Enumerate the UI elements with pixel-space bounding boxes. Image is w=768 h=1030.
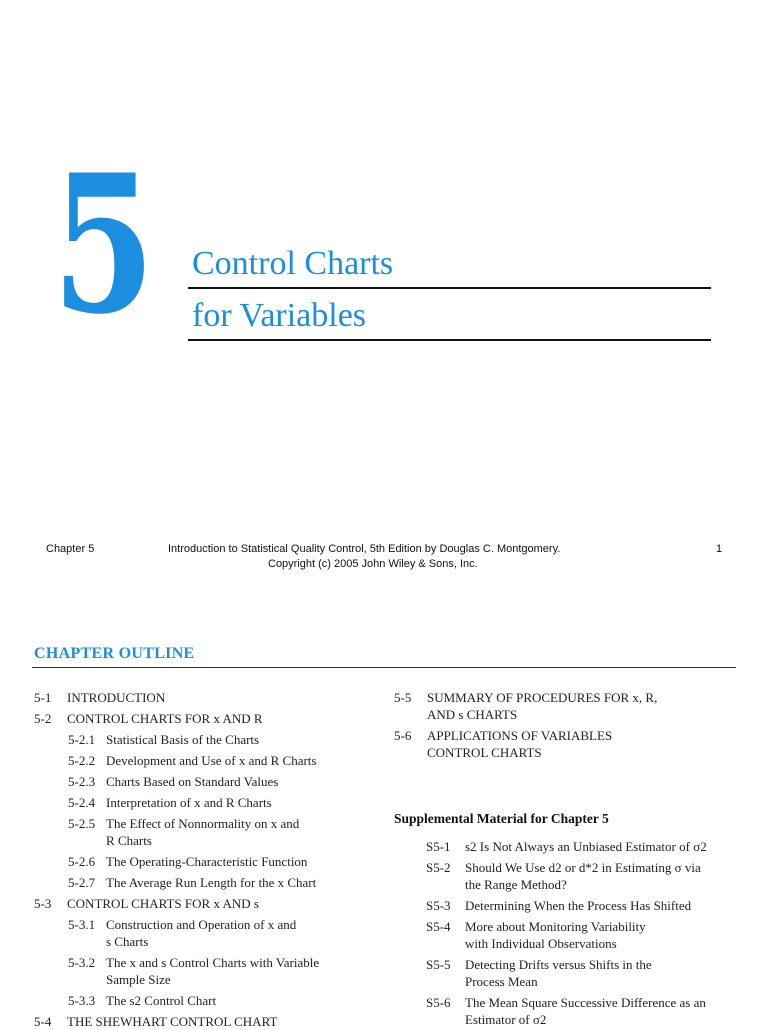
outline-heading: CHAPTER OUTLINE xyxy=(34,645,195,662)
outline-rule xyxy=(32,667,736,668)
item-text: Sample Size xyxy=(106,972,171,987)
item-number: 5-3.3 xyxy=(68,993,96,1008)
item-number: S5-2 xyxy=(426,860,451,875)
item-text: The Mean Square Successive Difference as an xyxy=(465,995,706,1010)
item-text: R Charts xyxy=(106,833,152,848)
item-text: CONTROL CHARTS xyxy=(427,745,542,760)
item-number: 5-2 xyxy=(34,711,52,726)
item-number: S5-6 xyxy=(426,995,451,1010)
title-rule-top xyxy=(188,287,711,289)
item-text: The Average Run Length for the x Chart xyxy=(106,875,317,890)
item-text: Process Mean xyxy=(465,974,538,989)
item-text: Construction and Operation of x and xyxy=(106,917,297,932)
item-text: Estimator of σ2 xyxy=(465,1012,547,1027)
title-rule-bottom xyxy=(188,339,711,341)
item-text: Development and Use of x and R Charts xyxy=(106,753,317,768)
item-text: CONTROL CHARTS FOR x AND s xyxy=(67,896,259,911)
item-text: Interpretation of x and R Charts xyxy=(106,795,272,810)
item-text: Should We Use d2 or d*2 in Estimating σ via xyxy=(465,860,701,875)
item-number: 5-4 xyxy=(34,1014,52,1029)
item-text: The x and s Control Charts with Variable xyxy=(106,955,320,970)
item-number: 5-2.7 xyxy=(68,875,96,890)
item-text: s Charts xyxy=(106,934,149,949)
item-text: CONTROL CHARTS FOR x AND R xyxy=(67,711,263,726)
item-number: 5-5 xyxy=(394,690,412,705)
item-number: 5-3 xyxy=(34,896,52,911)
item-text: The Effect of Nonnormality on x and xyxy=(106,816,300,831)
item-text: s2 Is Not Always an Unbiased Estimator of σ2 xyxy=(465,839,707,854)
footer-page-number: 1 xyxy=(716,543,723,555)
item-number: 5-6 xyxy=(394,728,412,743)
chapter-title-line1: Control Charts xyxy=(192,245,394,282)
item-text: More about Monitoring Variability xyxy=(465,919,646,934)
item-number: 5-2.3 xyxy=(68,774,96,789)
item-text: APPLICATIONS OF VARIABLES xyxy=(427,728,613,743)
item-text: SUMMARY OF PROCEDURES FOR x, R, xyxy=(427,690,658,705)
item-number: 5-2.5 xyxy=(68,816,96,831)
item-text: Statistical Basis of the Charts xyxy=(106,732,260,747)
supplemental-heading: Supplemental Material for Chapter 5 xyxy=(394,811,609,826)
chapter-title-line2: for Variables xyxy=(192,297,367,334)
item-number: S5-5 xyxy=(426,957,451,972)
item-number: S5-3 xyxy=(426,898,451,913)
chapter-number: 5 xyxy=(52,133,156,356)
item-text: The Operating-Characteristic Function xyxy=(106,854,308,869)
item-number: 5-2.4 xyxy=(68,795,96,810)
item-number: S5-1 xyxy=(426,839,451,854)
item-number: S5-4 xyxy=(426,919,451,934)
item-text: Detecting Drifts versus Shifts in the xyxy=(465,957,652,972)
footer-chapter: Chapter 5 xyxy=(46,543,95,555)
item-text: with Individual Observations xyxy=(465,936,617,951)
item-text: AND s CHARTS xyxy=(427,707,518,722)
item-number: 5-1 xyxy=(34,690,52,705)
item-text: Charts Based on Standard Values xyxy=(106,774,279,789)
footer-copyright: Copyright (c) 2005 John Wiley & Sons, Inc. xyxy=(268,558,478,570)
footer-book: Introduction to Statistical Quality Control, 5th Edition by Douglas C. Montgomery. xyxy=(168,543,561,555)
item-text: The s2 Control Chart xyxy=(106,993,217,1008)
item-number: 5-2.2 xyxy=(68,753,96,768)
item-number: 5-3.1 xyxy=(68,917,96,932)
item-text: Determining When the Process Has Shifted xyxy=(465,898,692,913)
item-number: 5-3.2 xyxy=(68,955,96,970)
item-number: 5-2.6 xyxy=(68,854,96,869)
item-text: THE SHEWHART CONTROL CHART xyxy=(67,1014,278,1029)
item-text: INTRODUCTION xyxy=(67,690,166,705)
item-text: the Range Method? xyxy=(465,877,567,892)
item-number: 5-2.1 xyxy=(68,732,96,747)
